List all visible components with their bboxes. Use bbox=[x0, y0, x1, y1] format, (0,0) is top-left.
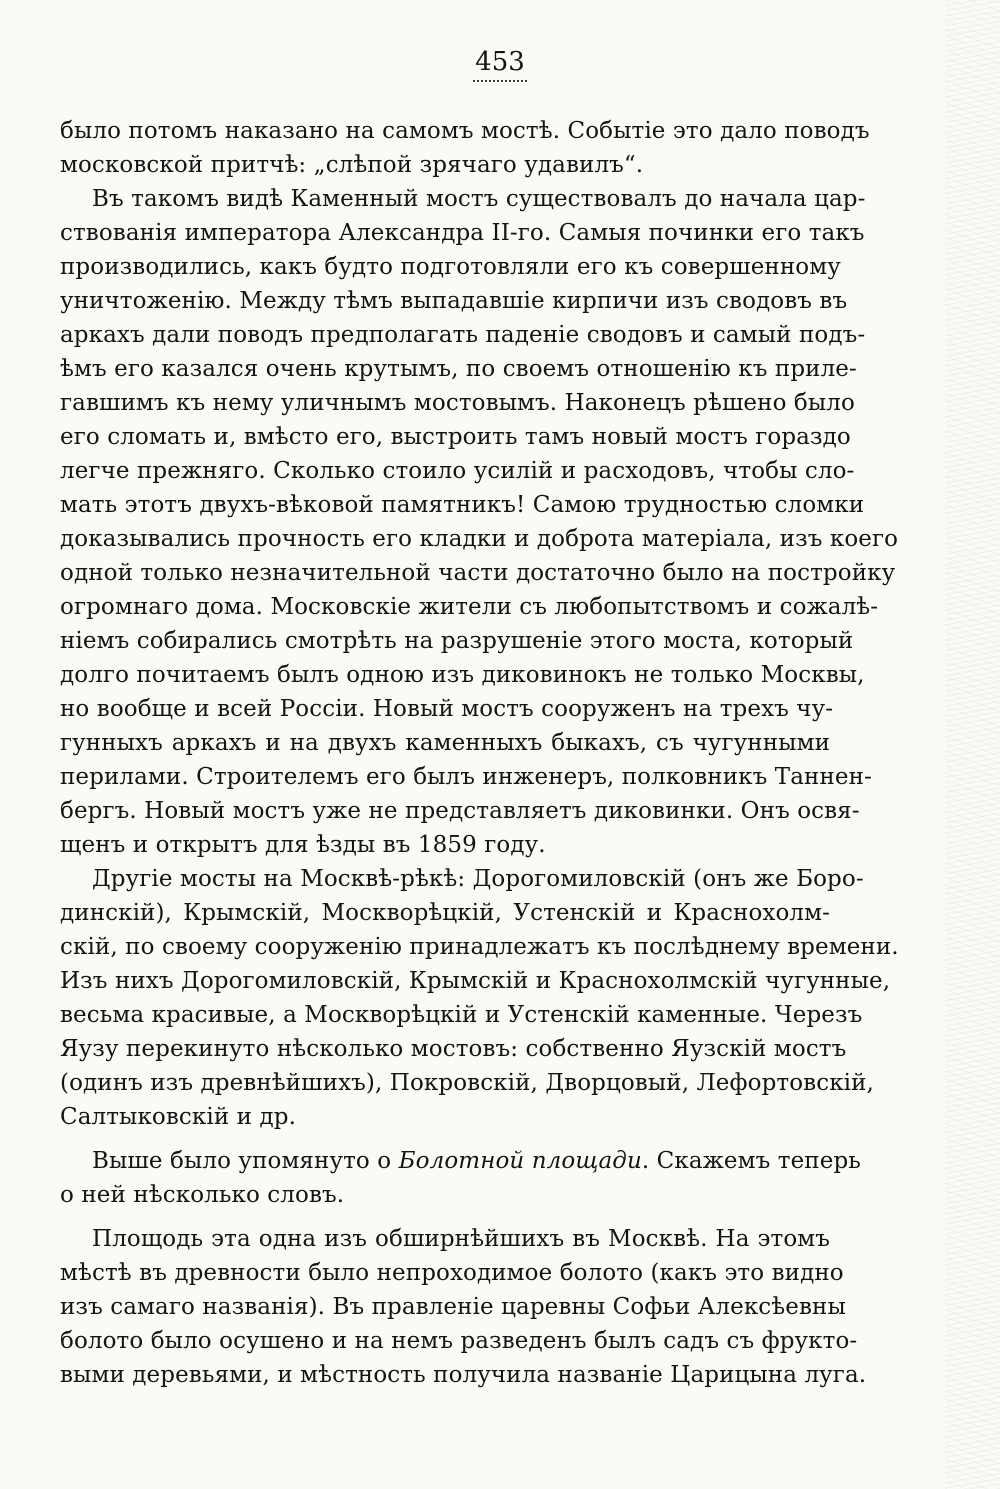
text-line: весьма красивые, а Москворѣцкій и Устенскій каменные. Черезъ bbox=[60, 1002, 863, 1028]
text-line: было потомъ наказано на самомъ мостѣ. Событіе это дало поводъ bbox=[60, 118, 870, 144]
text-line: выми деревьями, и мѣстность получила названіе Царицына луга. bbox=[60, 1362, 867, 1388]
text-line: Выше было упомянуто о Болотной площади. Скажемъ теперь bbox=[92, 1148, 861, 1174]
text-line: бергъ. Новый мостъ уже не представляетъ диковинки. Онъ освя- bbox=[60, 798, 860, 824]
text-line: доказывались прочность его кладки и доброта матеріала, изъ коего bbox=[60, 526, 899, 552]
text-line: ствованія императора Александра II-го. Самыя починки его такъ bbox=[60, 220, 865, 246]
text-line: Салтыковскій и др. bbox=[60, 1104, 297, 1130]
text-line: о ней нѣсколько словъ. bbox=[60, 1182, 345, 1208]
text-line: его сломать и, вмѣсто его, выстроить тамъ новый мостъ гораздо bbox=[60, 424, 851, 450]
text-line: Изъ нихъ Дорогомиловскій, Крымскій и Краснохолмскій чугунные, bbox=[60, 968, 891, 994]
text-line: аркахъ дали поводъ предполагать паденіе сводовъ и самый подъ- bbox=[60, 322, 866, 348]
text-line: уничтоженію. Между тѣмъ выпадавшіе кирпичи изъ сводовъ въ bbox=[60, 288, 848, 314]
text-line: долго почитаемъ былъ одною изъ диковинокъ не только Москвы, bbox=[60, 662, 865, 688]
place-name-italic: Болотной площади bbox=[398, 1148, 642, 1174]
text-line: производились, какъ будто подготовляли его къ совершенному bbox=[60, 254, 841, 280]
text-line: Въ такомъ видѣ Каменный мостъ существовалъ до начала цар- bbox=[92, 186, 866, 212]
page-edge-texture bbox=[945, 0, 1000, 1489]
text-line: ѣмъ его казался очень крутымъ, по своемъ отношенію къ прилe- bbox=[60, 356, 857, 382]
text-line: болото было осушено и на немъ разведенъ былъ садъ съ фрукто- bbox=[60, 1328, 858, 1354]
text-line: легче прежняго. Сколько стоило усилій и расходовъ, чтобы сло- bbox=[60, 458, 855, 484]
text-line: огромнаго дома. Московскіе жители съ любопытствомъ и сожалѣ- bbox=[60, 594, 879, 620]
text-line: (одинъ изъ древнѣйшихъ), Покровскій, Дворцовый, Лефортовскій, bbox=[60, 1070, 874, 1096]
text-line: Площодь эта одна изъ обширнѣйшихъ въ Москвѣ. На этомъ bbox=[92, 1226, 830, 1252]
text-line: но вообще и всей Россіи. Новый мостъ сооруженъ на трехъ чу- bbox=[60, 696, 834, 722]
text-line: Яузу перекинуто нѣсколько мостовъ: собственно Яузскій мостъ bbox=[60, 1036, 847, 1062]
text-line: ніемъ собирались смотрѣть на разрушеніе этого моста, который bbox=[60, 628, 854, 654]
text-line: скій, по своему сооруженію принадлежатъ къ послѣднему времени. bbox=[60, 934, 899, 960]
text-line: Другіе мосты на Москвѣ-рѣкѣ: Дорогомиловскій (онъ же Боро- bbox=[92, 866, 864, 892]
text-line: изъ самаго названія). Въ правленіе царевны Софьи Алексѣевны bbox=[60, 1294, 846, 1320]
text-line: мѣстѣ въ древности было непроходимое болото (какъ это видно bbox=[60, 1260, 844, 1286]
text-line: мать этотъ двухъ-вѣковой памятникъ! Самою трудностью сломки bbox=[60, 492, 865, 518]
text-line: динскій), Крымскій, Москворѣцкій, Устенскій и Краснохолм- bbox=[60, 900, 830, 926]
text-line: одной только незначительной части достаточно было на постройку bbox=[60, 560, 896, 586]
text-line: гунныхъ аркахъ и на двухъ каменныхъ быкахъ, съ чугунными bbox=[60, 730, 830, 756]
text-line: московской притчѣ: „слѣпой зрячаго удавилъ“. bbox=[60, 152, 644, 178]
text-line: щенъ и открытъ для ѣзды въ 1859 году. bbox=[60, 832, 546, 858]
page-number: 453 bbox=[0, 44, 1000, 82]
text-line: гавшимъ къ нему уличнымъ мостовымъ. Наконецъ рѣшено было bbox=[60, 390, 855, 416]
text-line: перилами. Строителемъ его былъ инженеръ, полковникъ Таннен- bbox=[60, 764, 872, 790]
